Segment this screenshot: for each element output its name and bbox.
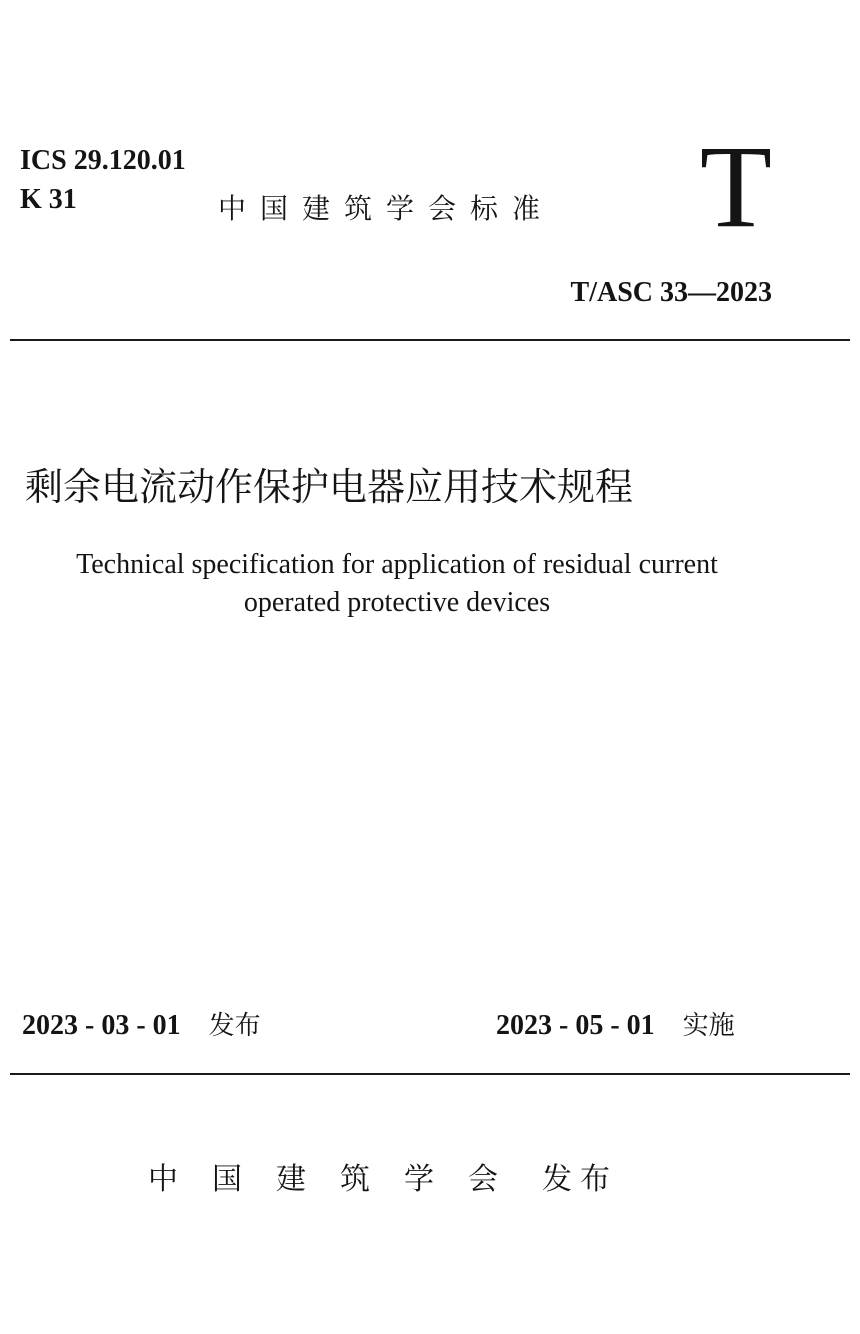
- standard-number: T/ASC 33—2023: [570, 277, 772, 308]
- top-divider: [10, 339, 850, 341]
- category-letter: T: [699, 121, 772, 252]
- implementation-date-block: [496, 1012, 735, 1040]
- classification-code: K 31: [20, 184, 77, 215]
- publisher-action: 发布: [542, 1162, 618, 1197]
- implementation-label: 实施: [682, 1011, 735, 1041]
- implementation-date: 2023 - 05 - 01: [496, 1010, 655, 1041]
- publisher-name: 中国建筑学会: [148, 1162, 532, 1197]
- issue-date: 2023 - 03 - 01: [22, 1010, 181, 1041]
- title-chinese: 剩余电流动作保护电器应用技术规程: [25, 465, 634, 509]
- bottom-divider: [10, 1073, 850, 1075]
- title-english-line-2: operated protective devices: [243, 587, 551, 618]
- title-english: [0, 546, 794, 622]
- standard-type: 中国建筑学会标准: [218, 192, 555, 225]
- ics-code: ICS 29.120.01: [20, 145, 186, 176]
- issue-date-block: [22, 1012, 261, 1040]
- title-english-line-1: Technical specification for application of residual current: [76, 549, 718, 580]
- issue-label: 发布: [208, 1011, 261, 1041]
- publisher-block: [148, 1162, 618, 1197]
